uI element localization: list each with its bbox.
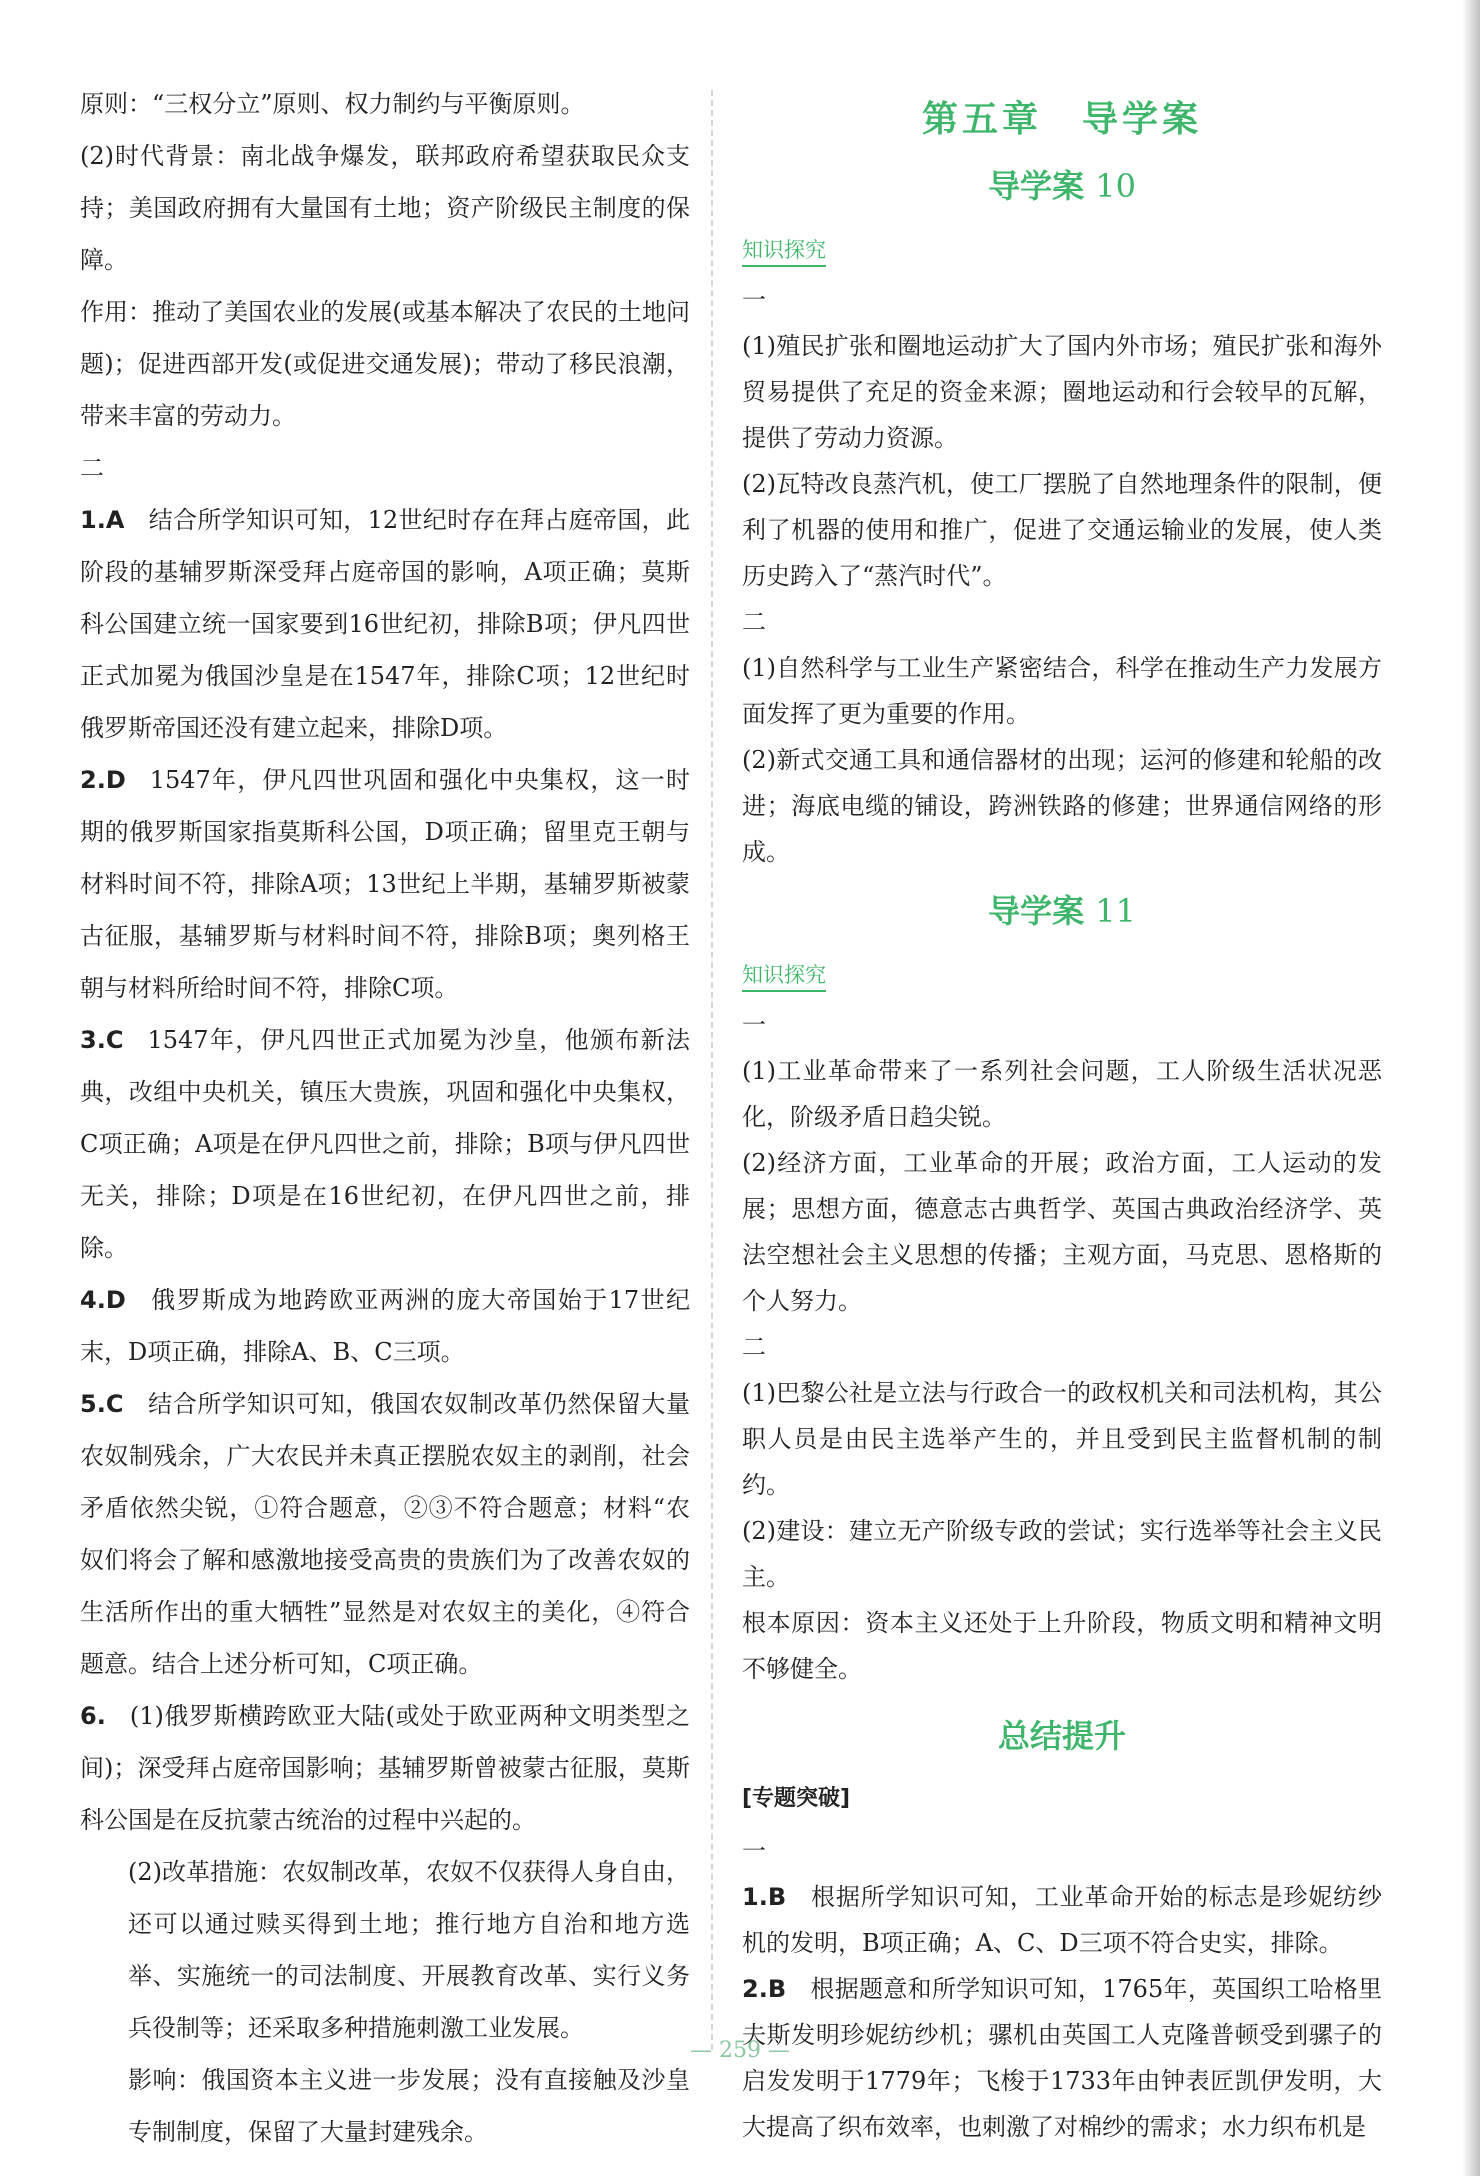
line-text: (1)俄罗斯横跨欧亚大陆(或处于欧亚两种文明类型之间)；深受拜占庭帝国影响；基辅罗斯曾被蒙古征服，莫斯科公国是在反抗蒙古统治的过程中兴起的。 [80, 1702, 690, 1834]
text-line: 一 [742, 1011, 766, 1039]
summary-title: 总结提升 [997, 1717, 1126, 1755]
lesson-10-tag: 知识探究 [742, 235, 826, 267]
lesson-10-title [742, 164, 1382, 208]
right-column [742, 84, 1382, 2150]
lesson-10-number: 10 [1095, 167, 1136, 205]
text-line [80, 1014, 690, 1274]
left-column [80, 78, 690, 2158]
line-text: 作用：推动了美国农业的发展(或基本解决了农民的土地问题)；促进西部开发(或促进交通发展)；带动了移民浪潮，带来丰富的劳动力。 [80, 298, 690, 430]
lesson-11-number: 11 [1095, 892, 1136, 930]
text-line: (2)瓦特改良蒸汽机，使工厂摆脱了自然地理条件的限制，便利了机器的使用和推广，促进了交通运输业的发展，使人类历史跨入了“蒸汽时代”。 [742, 470, 1382, 590]
text-line [80, 78, 690, 130]
lesson-11-prefix: 导学案 [988, 892, 1085, 930]
text-line: 二 [742, 1333, 766, 1361]
line-text: 结合所学知识可知，12世纪时存在拜占庭帝国，此阶段的基辅罗斯深受拜占庭帝国的影响，A项正确；莫斯科公国建立统一国家要到16世纪初，排除B项；伊凡四世正式加冕为俄国沙皇是在1547年，排除C项；12世纪时俄罗斯帝国还没有建立起来，排除D项。 [80, 506, 690, 742]
text-line: 二 [742, 608, 766, 636]
summary-body [742, 1828, 1382, 2150]
text-line: (1)自然科学与工业生产紧密结合，科学在推动生产力发展方面发挥了更为重要的作用。 [742, 654, 1382, 728]
text-line: 根本原因：资本主义还处于上升阶段，物质文明和精神文明不够健全。 [742, 1609, 1382, 1683]
question-number: 3.C [80, 1026, 124, 1054]
text-line [80, 494, 690, 754]
page-number: — 259 — [690, 2038, 790, 2063]
text-line [80, 2054, 690, 2158]
lesson-11-tag: 知识探究 [742, 960, 826, 992]
text-line [80, 286, 690, 442]
lesson-10-body [742, 277, 1382, 875]
question-number: 6. [80, 1702, 106, 1730]
line-text: 1547年，伊凡四世巩固和强化中央集权，这一时期的俄罗斯国家指莫斯科公国，D项正确；留里克王朝与材料时间不符，排除A项；13世纪上半期，基辅罗斯被蒙古征服，基辅罗斯与材料时间不符，排除B项；奥列格王朝与材料所给时间不符，排除C项。 [80, 766, 690, 1002]
line-text: 原则：“三权分立”原则、权力制约与平衡原则。 [80, 90, 585, 118]
text-line: 一 [742, 286, 766, 314]
special-section-label: [专题突破] [742, 1786, 851, 1811]
text-line: (1)殖民扩张和圈地运动扩大了国内外市场；殖民扩张和海外贸易提供了充足的资金来源；圈地运动和行会较早的瓦解，提供了劳动力资源。 [742, 332, 1382, 452]
text-line [80, 1690, 690, 1846]
line-text: 1547年，伊凡四世正式加冕为沙皇，他颁布新法典，改组中央机关，镇压大贵族，巩固和强化中央集权，C项正确；A项是在伊凡四世之前，排除；B项与伊凡四世无关，排除；D项是在16世纪初，在伊凡四世之前，排除。 [80, 1026, 690, 1262]
text-line [742, 1874, 1382, 1966]
question-number: 2.B [742, 1975, 787, 2003]
question-number: 1.A [80, 506, 125, 534]
text-line: (2)建设：建立无产阶级专政的尝试；实行选举等社会主义民主。 [742, 1517, 1382, 1591]
line-text: 结合所学知识可知，俄国农奴制改革仍然保留大量农奴制残余，广大农民并未真正摆脱农奴主的剥削，社会矛盾依然尖锐，①符合题意，②③不符合题意；材料“农奴们将会了解和感激地接受高贵的贵族们为了改善农奴的生活所作出的重大牺牲”显然是对农奴主的美化，④符合题意。结合上述分析可知，C项正确。 [80, 1390, 690, 1678]
text-line: (2)新式交通工具和通信器材的出现；运河的修建和轮船的改进；海底电缆的铺设，跨洲铁路的修建；世界通信网络的形成。 [742, 746, 1382, 866]
text-line: (1)工业革命带来了一系列社会问题，工人阶级生活状况恶化，阶级矛盾日趋尖锐。 [742, 1057, 1382, 1131]
text-line: (2)经济方面，工业革命的开展；政治方面，工人运动的发展；思想方面，德意志古典哲学、英国古典政治经济学、英法空想社会主义思想的传播；主观方面，马克思、恩格斯的个人努力。 [742, 1149, 1382, 1315]
text-line [80, 754, 690, 1014]
lesson-11-title [742, 889, 1382, 933]
text-line [742, 1828, 1382, 1874]
question-number: 1.B [742, 1883, 787, 1911]
line-text: 根据所学知识可知，工业革命开始的标志是珍妮纺纱机的发明，B项正确；A、C、D三项不符合史实，排除。 [742, 1883, 1382, 1957]
lesson-10-prefix: 导学案 [988, 167, 1085, 205]
line-text: 根据题意和所学知识可知，1765年，英国织工哈格里夫斯发明珍妮纺纱机；骡机由英国工人克隆普顿受到骡子的启发发明于1779年；飞梭于1733年由钟表匠凯伊发明，大大提高了织布效率，也刺激了对棉纱的需求；水力织布机是 [742, 1975, 1382, 2141]
line-text: 一 [742, 1837, 766, 1865]
column-divider [711, 90, 713, 2050]
chapter-title: 第五章 导学案 [921, 99, 1202, 140]
question-number: 4.D [80, 1286, 126, 1314]
text-line: (1)巴黎公社是立法与行政合一的政权机关和司法机构，其公职人员是由民主选举产生的，并且受到民主监督机制的制约。 [742, 1379, 1382, 1499]
question-number: 5.C [80, 1390, 124, 1418]
line-text: (2)时代背景：南北战争爆发，联邦政府希望获取民众支持；美国政府拥有大量国有土地；资产阶级民主制度的保障。 [80, 142, 690, 274]
line-text: 二 [80, 454, 104, 482]
line-text: 俄罗斯成为地跨欧亚两洲的庞大帝国始于17世纪末，D项正确，排除A、B、C三项。 [80, 1286, 690, 1366]
line-text: 影响：俄国资本主义进一步发展；没有直接触及沙皇专制制度，保留了大量封建残余。 [128, 2066, 690, 2146]
question-number: 2.D [80, 766, 126, 794]
lesson-11-body [742, 1002, 1382, 1692]
text-line [80, 1274, 690, 1378]
page-edge-shadow [1462, 0, 1480, 2176]
text-line [80, 1378, 690, 1690]
line-text: (2)改革措施：农奴制改革，农奴不仅获得人身自由，还可以通过赎买得到土地；推行地方自治和地方选举、实施统一的司法制度、开展教育改革、实行义务兵役制等；还采取多种措施刺激工业发展。 [128, 1858, 690, 2042]
text-line [80, 130, 690, 286]
text-line [80, 1846, 690, 2054]
text-line [80, 442, 690, 494]
